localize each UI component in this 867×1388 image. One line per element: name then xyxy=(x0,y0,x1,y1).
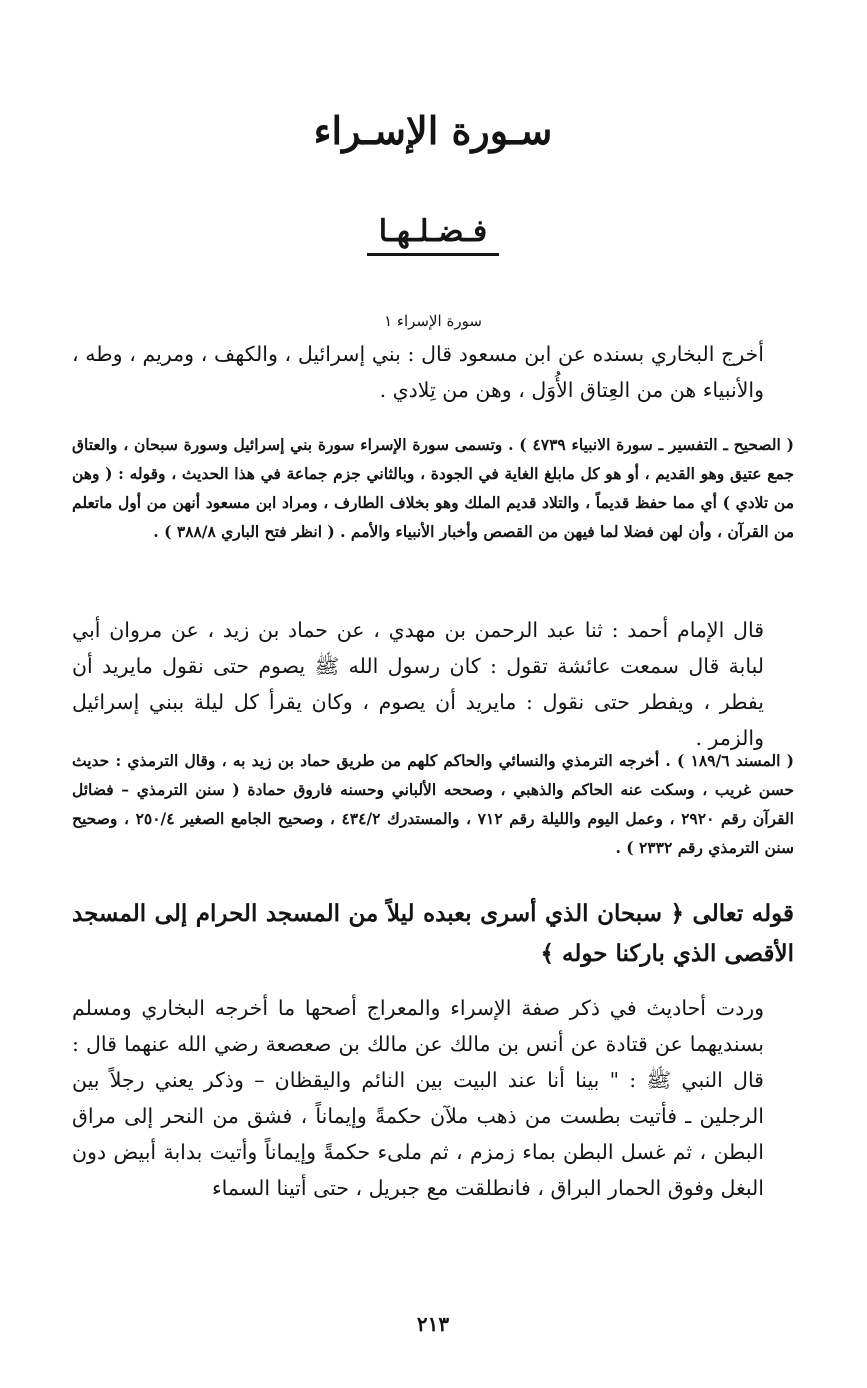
page-number: ٢١٣ xyxy=(416,1312,450,1336)
verse-reference: سورة الإسراء ١ xyxy=(384,312,482,330)
hadith-2-text: قال الإمام أحمد : ثنا عبد الرحمن بن مهدي ، عن حماد بن زيد ، عن مروان أبي لبابة قال سمعت عائشة تقول : كان رسول الله ﷺ يصوم حتى نقول مايريد أن يفطر ، ويفطر حتى نقول : مايريد أن يصوم ، وكان يقرأ كل ليلة ببني إسرائيل والزمر . xyxy=(72,618,764,750)
book-page xyxy=(72,0,794,1388)
hadith-1-footnote: ( الصحيح ـ التفسير ـ سورة الانبياء ٤٧٣٩ ) . وتسمى سورة الإسراء سورة بني إسرائيل وسورة سبحان ، والعتاق جمع عتيق وهو القديم ، أو هو كل مابلغ الغاية في الجودة ، وبالثاني جزم جماعة في هذا الحديث ، وقوله : ( وهن من تلادي ) أي مما حفظ قديماً ، والتلاد قديم الملك وهو بخلاف الطارف ، ومراد ابن مسعود أنهن من أول ماتعلم من القرآن ، وأن لهن فضلا لما فيهن من القصص وأخبار الأنبياء والأمم . ( انظر فتح الباري ٣٨٨/٨ ) . xyxy=(72,435,794,541)
hadith-2-footnote: ( المسند ١٨٩/٦ ) . أخرجه الترمذي والنسائي والحاكم كلهم من طريق حماد بن زيد به ، وقال الترمذي : حديث حسن غريب ، وسكت عنه الحاكم والذهبي ، وصححه الألباني وحسنه فاروق حمادة ( سنن الترمذي – فضائل القرآن رقم ٢٩٢٠ ، وعمل اليوم والليلة رقم ٧١٢ ، والمستدرك ٤٣٤/٢ ، وصحيح الجامع الصغير ٢٥٠/٤ ، وصحيح سنن الترمذي رقم ٢٣٣٢ ) . xyxy=(72,751,794,857)
verse-heading: قوله تعالى ﴿ سبحان الذي أسرى بعبده ليلاً من المسجد الحرام إلى المسجد الأقصى الذي باركنا حوله ﴾ xyxy=(72,900,794,967)
surah-title: سـورة الإسـراء xyxy=(313,108,553,153)
section-title-text: فـضـلـهـا xyxy=(367,214,499,256)
hadith-3-text: وردت أحاديث في ذكر صفة الإسراء والمعراج أصحها ما أخرجه البخاري ومسلم بسنديهما عن قتادة عن أنس بن مالك عن مالك بن صعصعة رضي الله عنهما قال : قال النبي ﷺ : " بينا أنا عند البيت بين النائم واليقظان – وذكر يعني رجلاً بين الرجلين ـ فأتيت بطست من ذهب ملآن حكمةً وإيماناً ، فشق من النحر إلى مراق البطن ، ثم غسل البطن بماء زمزم ، ثم ملىء حكمةً وإيماناً وأتيت بدابة أبيض دون البغل وفوق الحمار البراق ، فانطلقت مع جبريل ، حتى أتينا السماء xyxy=(72,996,764,1200)
section-title xyxy=(72,214,794,249)
hadith-1-text: أخرج البخاري بسنده عن ابن مسعود قال : بني إسرائيل ، والكهف ، ومريم ، وطه ، والأنبياء هن من العِتاق الأُوَل ، وهن من تِلادي . xyxy=(72,342,764,402)
